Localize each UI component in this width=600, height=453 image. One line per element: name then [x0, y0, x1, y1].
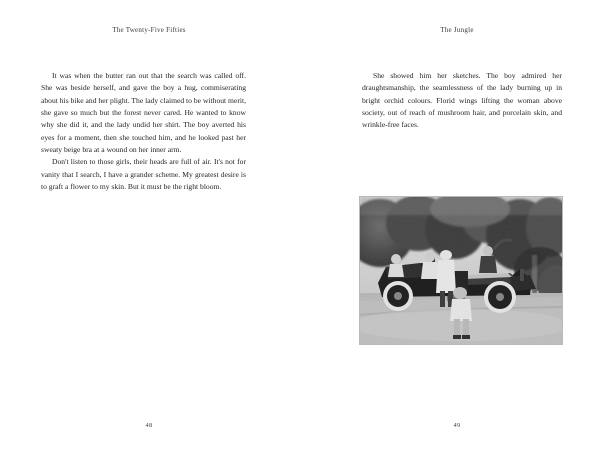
paragraph: She showed him her sketches. The boy admired her draughtsmanship, the seamlessness of the lady burning up in bright orchid colours. Florid wings lifting the woman above society, out of reach of mushroom hair, and porcelain skin, and wrinkle-free faces. [362, 71, 562, 130]
paragraph: Don't listen to those girls, their heads are full of air. It's not for vanity that I search, I have a grander scheme. My greatest desire is to graft a flower to my skin. But it must be the right bloom. [41, 157, 246, 192]
paragraph: It was when the butter ran out that the search was called off. She was beside herself, and gave the boy a hug, commiserating about his bike and her plight. The lady claimed to be without merit, she gave so much but the forest never cared. He wanted to know why she did it, and the lady undid her shirt. The boy averted his eyes for a moment, then she touched him, and he looked past her sweaty beige bra at a wound on her inner arm. [41, 71, 246, 155]
right-page-textblock [362, 70, 562, 132]
page-number-left: 48 [145, 422, 153, 429]
page-number-right: 49 [453, 422, 461, 429]
running-head-left: The Twenty-Five Fifties [112, 26, 186, 34]
vintage-automobile-photograph [359, 196, 563, 345]
left-page-textblock [41, 70, 246, 193]
photograph-image [360, 197, 562, 344]
running-head-right: The Jungle [440, 26, 474, 34]
right-page [300, 0, 600, 453]
